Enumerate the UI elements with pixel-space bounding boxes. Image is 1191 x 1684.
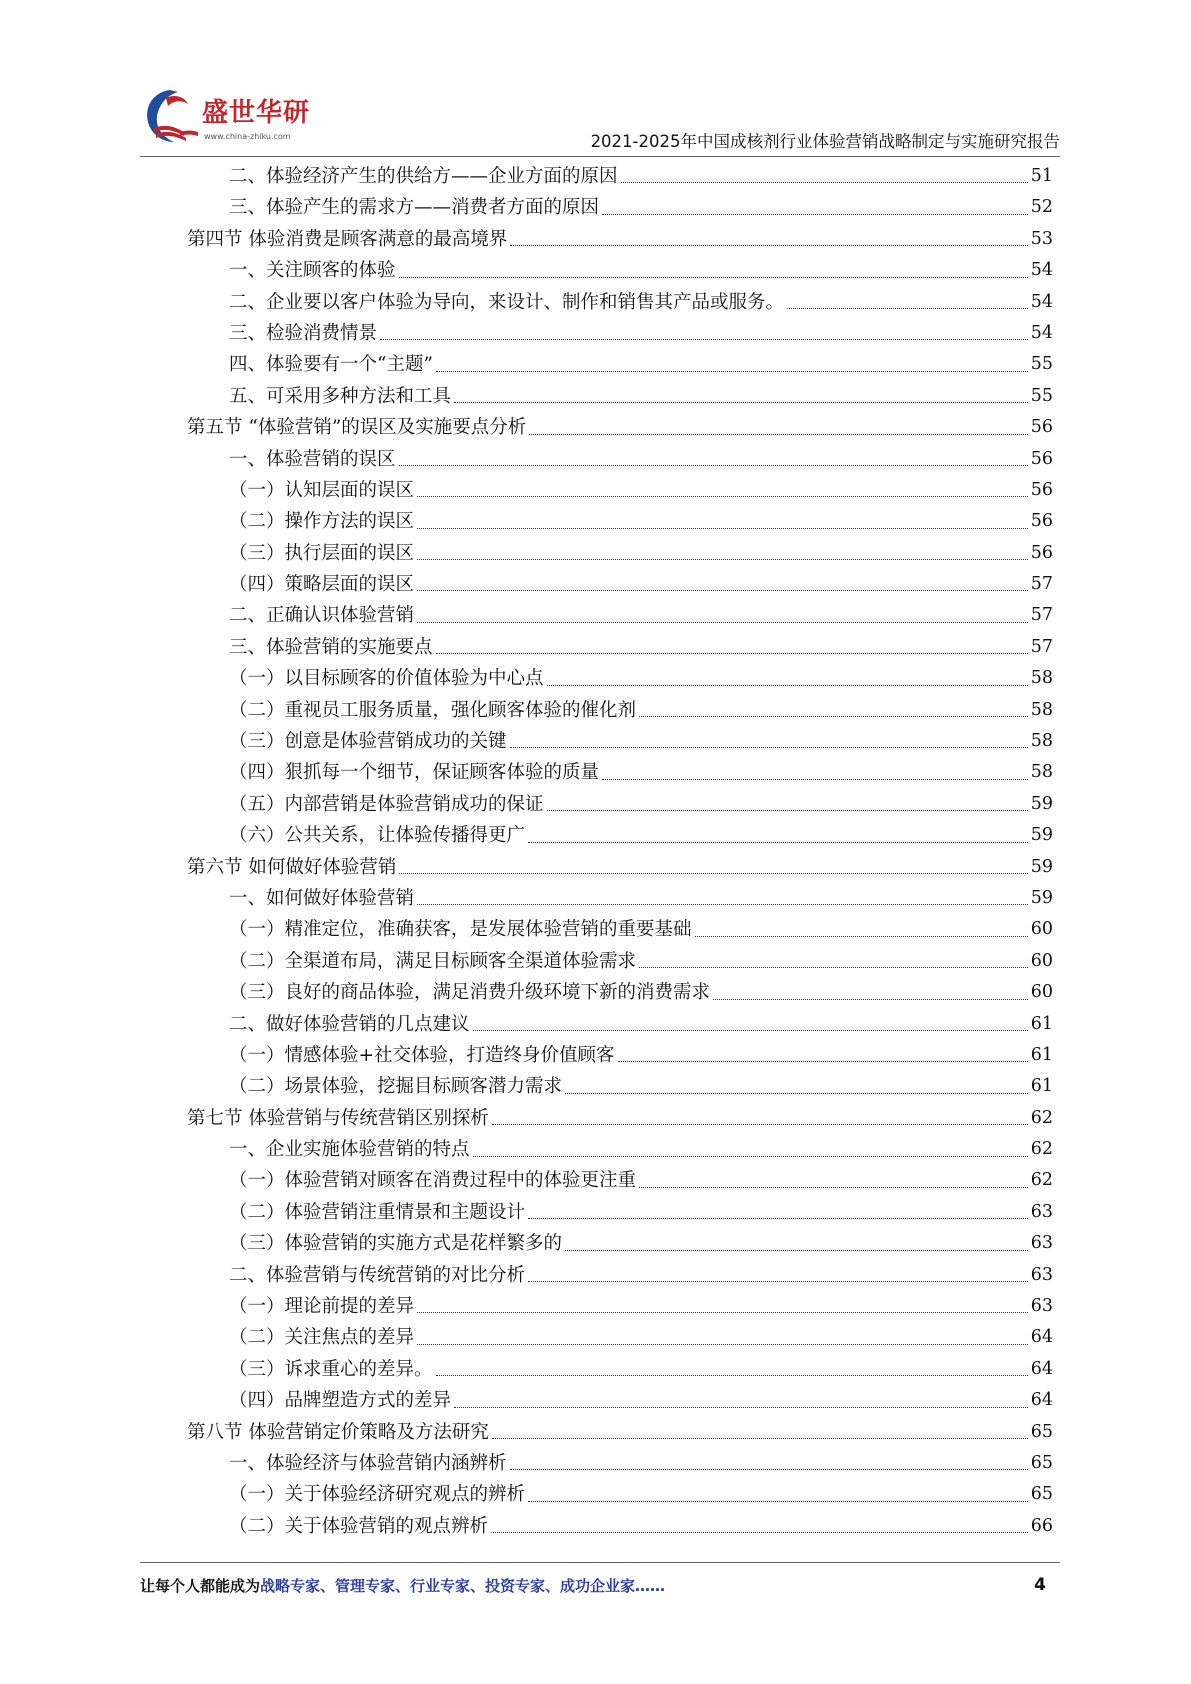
toc-entry-page: 61 [1030, 1013, 1053, 1034]
toc-leader-dots [639, 716, 1028, 717]
toc-entry[interactable] [187, 192, 1053, 223]
toc-entry[interactable] [187, 789, 1053, 820]
toc-entry[interactable] [187, 726, 1053, 757]
toc-entry-label: （四）品牌塑造方式的差异 [229, 1390, 452, 1412]
toc-entry-page: 59 [1030, 793, 1053, 814]
toc-entry-page: 53 [1030, 228, 1053, 249]
toc-entry[interactable] [187, 318, 1053, 349]
toc-leader-dots [695, 936, 1028, 937]
toc-entry-page: 63 [1030, 1296, 1053, 1317]
toc-entry-page: 54 [1030, 322, 1053, 343]
toc-entry-label: 一、体验营销的误区 [229, 448, 396, 470]
toc-entry-label: （三）良好的商品体验，满足消费升级环境下新的消费需求 [229, 982, 711, 1004]
toc-entry[interactable] [187, 255, 1053, 286]
toc-leader-dots [547, 685, 1028, 686]
toc-leader-dots [399, 873, 1027, 874]
toc-entry-page: 65 [1030, 1421, 1053, 1442]
toc-entry[interactable] [187, 224, 1053, 255]
toc-leader-dots [602, 214, 1028, 215]
toc-entry-label: （一）关于体验经济研究观点的辨析 [229, 1484, 526, 1506]
toc-leader-dots [510, 1469, 1028, 1470]
toc-entry[interactable] [187, 1448, 1053, 1479]
toc-entry[interactable] [187, 914, 1053, 945]
toc-entry[interactable] [187, 1322, 1053, 1353]
header-divider [140, 156, 1060, 157]
toc-entry[interactable] [187, 1291, 1053, 1322]
toc-entry-page: 56 [1030, 479, 1053, 500]
toc-leader-dots [417, 622, 1028, 623]
toc-entry[interactable] [187, 1009, 1053, 1040]
toc-leader-dots [454, 1407, 1028, 1408]
toc-leader-dots [528, 1218, 1028, 1219]
toc-entry-page: 64 [1030, 1327, 1053, 1348]
toc-entry[interactable] [187, 757, 1053, 788]
toc-entry-label: （三）创意是体验营销成功的关键 [229, 731, 507, 753]
toc-entry[interactable] [187, 1134, 1053, 1165]
toc-entry-label: （二）全渠道布局，满足目标顾客全渠道体验需求 [229, 950, 637, 972]
toc-entry-label: （六）公共关系，让体验传播得更广 [229, 825, 526, 847]
toc-entry-label: （二）操作方法的误区 [229, 511, 415, 533]
toc-entry-label: 一、企业实施体验营销的特点 [229, 1139, 470, 1161]
page-number: 4 [1034, 1575, 1046, 1595]
toc-entry[interactable] [187, 1385, 1053, 1416]
toc-entry[interactable] [187, 977, 1053, 1008]
toc-entry-label: 二、企业要以客户体验为导向，来设计、制作和销售其产品或服务。 [229, 291, 785, 313]
toc-entry-page: 58 [1030, 668, 1053, 689]
toc-leader-dots [417, 590, 1028, 591]
toc-leader-dots [417, 559, 1028, 560]
toc-entry-label: （二）关注焦点的差异 [229, 1327, 415, 1349]
toc-entry[interactable] [187, 1071, 1053, 1102]
toc-entry-label: （二）关于体验营销的观点辨析 [229, 1515, 489, 1537]
toc-leader-dots [510, 747, 1028, 748]
toc-entry-page: 59 [1030, 887, 1053, 908]
toc-leader-dots [417, 1344, 1028, 1345]
toc-entry-label: （三）诉求重心的差异。 [229, 1358, 433, 1380]
toc-entry-label: （一）情感体验+社交体验，打造终身价值顾客 [229, 1044, 615, 1066]
toc-leader-dots [713, 999, 1028, 1000]
toc-entry-label: （三）体验营销的实施方式是花样繁多的 [229, 1233, 563, 1255]
toc-entry-page: 63 [1030, 1264, 1053, 1285]
toc-leader-dots [473, 1030, 1028, 1031]
toc-leader-dots [639, 967, 1028, 968]
toc-entry-label: （一）精准定位，准确获客，是发展体验营销的重要基础 [229, 919, 692, 941]
toc-leader-dots [417, 496, 1028, 497]
toc-leader-dots [399, 465, 1028, 466]
toc-leader-dots [417, 904, 1028, 905]
toc-entry[interactable] [187, 600, 1053, 631]
toc-entry-page: 65 [1030, 1453, 1053, 1473]
toc-entry-label: 二、做好体验营销的几点建议 [229, 1013, 470, 1035]
toc-entry-page: 60 [1030, 950, 1053, 971]
toc-entry[interactable] [187, 1260, 1053, 1291]
toc-entry-page: 54 [1030, 260, 1053, 281]
toc-entry-page: 57 [1030, 636, 1053, 657]
toc-entry-page: 62 [1030, 1107, 1053, 1128]
toc-entry[interactable] [187, 1166, 1053, 1197]
toc-entry[interactable] [187, 820, 1053, 851]
toc-entry-label: 一、关注顾客的体验 [229, 260, 396, 282]
toc-leader-dots [399, 277, 1028, 278]
toc-entry[interactable] [187, 1511, 1053, 1542]
toc-leader-dots [787, 308, 1028, 309]
toc-entry-page: 66 [1030, 1515, 1053, 1536]
toc-entry-label: 三、体验产生的需求方——消费者方面的原因 [229, 197, 600, 219]
page-header [140, 80, 1060, 162]
toc-entry[interactable] [187, 632, 1053, 663]
toc-entry[interactable] [187, 946, 1053, 977]
toc-entry[interactable] [187, 444, 1053, 475]
toc-entry[interactable] [187, 569, 1053, 600]
toc-entry[interactable] [187, 412, 1053, 443]
toc-leader-dots [436, 371, 1028, 372]
toc-leader-dots [436, 653, 1028, 654]
toc-entry[interactable] [187, 695, 1053, 726]
toc-leader-dots [565, 1093, 1028, 1094]
toc-leader-dots [528, 1501, 1028, 1502]
toc-leader-dots [528, 842, 1028, 843]
footer-prefix: 让每个人都能成为 [140, 1577, 261, 1595]
logo-url: www.china-zhiku.com [204, 132, 291, 141]
toc-entry-label: 四、体验要有一个“主题” [229, 354, 433, 376]
toc-entry[interactable] [187, 381, 1053, 412]
toc-entry[interactable] [187, 1040, 1053, 1071]
toc-entry-label: （一）理论前提的差异 [229, 1296, 415, 1318]
toc-entry-label: 五、可采用多种方法和工具 [229, 385, 452, 407]
toc-entry-page: 51 [1030, 165, 1053, 186]
toc-entry-page: 58 [1030, 762, 1053, 783]
toc-entry-label: 第五节 “体验营销”的误区及实施要点分析 [187, 417, 527, 439]
toc-entry-label: 一、体验经济与体验营销内涵辨析 [229, 1453, 507, 1474]
logo-name: 盛世华研 [202, 98, 311, 128]
toc-entry-page: 55 [1030, 354, 1053, 375]
toc-entry-page: 61 [1030, 1044, 1053, 1065]
toc-entry-page: 55 [1030, 385, 1053, 406]
toc-leader-dots [492, 1124, 1028, 1125]
toc-entry-label: （二）体验营销注重情景和主题设计 [229, 1201, 526, 1223]
toc-entry-label: （二）重视员工服务质量，强化顾客体验的催化剂 [229, 699, 637, 721]
toc-entry-page: 63 [1030, 1233, 1053, 1254]
toc-leader-dots [417, 1312, 1028, 1313]
toc-entry-label: 第八节 体验营销定价策略及方法研究 [187, 1421, 489, 1443]
toc-entry-label: （四）策略层面的误区 [229, 574, 415, 596]
toc-entry-page: 61 [1030, 1076, 1053, 1097]
toc-entry-page: 60 [1030, 982, 1053, 1003]
toc-leader-dots [491, 1532, 1028, 1533]
toc-leader-dots [528, 1281, 1028, 1282]
toc-entry-page: 56 [1030, 417, 1053, 438]
toc-entry-label: （二）场景体验，挖掘目标顾客潜力需求 [229, 1076, 563, 1098]
toc-entry-page: 58 [1030, 699, 1053, 720]
toc-leader-dots [454, 402, 1028, 403]
toc-leader-dots [639, 1187, 1028, 1188]
toc-entry-label: 第四节 体验消费是顾客满意的最高境界 [187, 228, 508, 250]
toc-entry-label: （一）体验营销对顾客在消费过程中的体验更注重 [229, 1170, 637, 1192]
toc-entry[interactable] [187, 852, 1053, 883]
footer-slogan: 战略专家、管理专家、行业专家、投资专家、成功企业家…… [260, 1577, 666, 1595]
toc-entry-label: （五）内部营销是体验营销成功的保证 [229, 793, 544, 815]
toc-entry[interactable] [187, 349, 1053, 380]
toc-entry[interactable] [187, 538, 1053, 569]
toc-entry-page: 59 [1030, 825, 1053, 846]
toc-leader-dots [473, 1156, 1028, 1157]
toc-entry-label: 二、体验经济产生的供给方——企业方面的原因 [229, 165, 618, 187]
toc-leader-dots [436, 1375, 1028, 1376]
page-footer [140, 1575, 1060, 1603]
toc-entry[interactable] [187, 663, 1053, 694]
toc-entry-label: 三、体验营销的实施要点 [229, 636, 433, 658]
report-title: 2021-2025年中国成核剂行业体验营销战略制定与实施研究报告 [590, 132, 1060, 151]
logo-emblem-icon [140, 84, 204, 148]
company-logo [140, 84, 310, 154]
toc-entry[interactable] [187, 506, 1053, 537]
toc-entry-label: （四）狠抓每一个细节，保证顾客体验的质量 [229, 762, 600, 784]
toc-entry-label: 第六节 如何做好体验营销 [187, 856, 397, 878]
toc-leader-dots [602, 779, 1028, 780]
toc-entry-page: 64 [1030, 1390, 1053, 1411]
toc-leader-dots [618, 1061, 1028, 1062]
toc-entry-page: 64 [1030, 1358, 1053, 1379]
toc-entry-page: 59 [1030, 856, 1053, 877]
toc-entry[interactable] [187, 287, 1053, 318]
toc-entry-page: 65 [1030, 1484, 1053, 1505]
toc-leader-dots [565, 1250, 1028, 1251]
toc-entry[interactable] [187, 1354, 1053, 1385]
toc-leader-dots [417, 528, 1028, 529]
toc-entry[interactable] [187, 1228, 1053, 1259]
toc-entry[interactable] [187, 1103, 1053, 1134]
toc-entry-page: 62 [1030, 1170, 1053, 1191]
toc-entry[interactable] [187, 475, 1053, 506]
toc-entry-page: 60 [1030, 919, 1053, 940]
toc-entry-label: （一）认知层面的误区 [229, 479, 415, 501]
toc-entry-page: 63 [1030, 1201, 1053, 1222]
toc-entry-page: 58 [1030, 731, 1053, 752]
toc-entry-label: 二、体验营销与传统营销的对比分析 [229, 1264, 526, 1286]
toc-entry[interactable] [187, 1479, 1053, 1510]
toc-entry-page: 56 [1030, 448, 1053, 469]
toc-entry-label: 二、正确认识体验营销 [229, 605, 415, 627]
toc-entry-page: 57 [1030, 605, 1053, 626]
toc-leader-dots [492, 1438, 1028, 1439]
toc-entry-label: 三、检验消费情景 [229, 322, 378, 344]
toc-entry-label: 第七节 体验营销与传统营销区别探析 [187, 1107, 489, 1129]
toc-entry-page: 57 [1030, 574, 1053, 595]
toc-entry[interactable] [187, 1197, 1053, 1228]
toc-entry-label: （三）执行层面的误区 [229, 542, 415, 564]
toc-entry[interactable] [187, 883, 1053, 914]
toc-leader-dots [529, 434, 1027, 435]
footer-divider [140, 1562, 1060, 1563]
toc-leader-dots [547, 810, 1028, 811]
toc-entry[interactable] [187, 161, 1053, 192]
toc-entry-label: （一）以目标顾客的价值体验为中心点 [229, 668, 544, 690]
toc-entry[interactable] [187, 1417, 1053, 1448]
toc-leader-dots [510, 245, 1027, 246]
table-of-contents [187, 161, 1053, 1542]
toc-entry-page: 62 [1030, 1139, 1053, 1160]
toc-entry-label: 一、如何做好体验营销 [229, 887, 415, 909]
toc-leader-dots [380, 339, 1028, 340]
toc-entry-page: 56 [1030, 511, 1053, 532]
toc-entry-page: 54 [1030, 291, 1053, 312]
toc-entry-page: 56 [1030, 542, 1053, 563]
toc-entry-page: 52 [1030, 197, 1053, 218]
toc-leader-dots [621, 182, 1028, 183]
